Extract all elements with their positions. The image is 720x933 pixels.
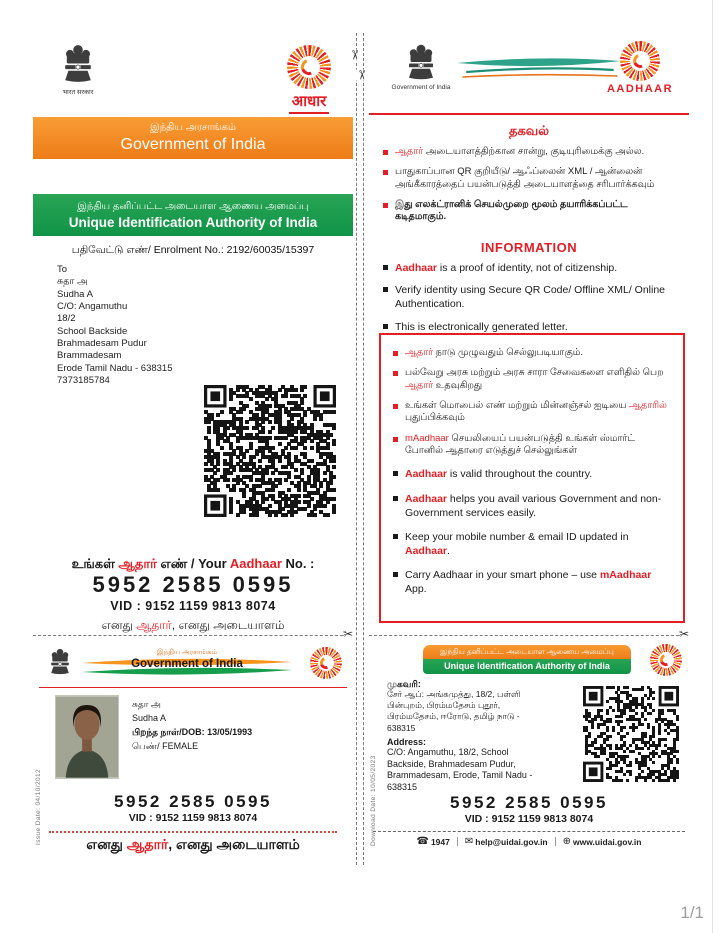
card-aadhaar-number: 5952 2585 0595 (450, 793, 608, 812)
bullet-item (393, 568, 673, 596)
recipient-address (57, 264, 172, 387)
bullet-marker-icon (383, 203, 388, 208)
issue-date: Issue Date: 04/10/2012 (35, 768, 42, 845)
text-segment: Verify identity using Secure QR Code/ Offline XML/ Online Authentication. (395, 284, 666, 311)
bullet-item (383, 166, 681, 191)
text-segment: உங்கள் (71, 556, 119, 571)
card-back-header (423, 645, 631, 674)
text-segment: பாதுகாப்பான QR குறியீடு/ ஆஃப்லைன் XML / ஆன்லைன் அங்கீகாரத்தைப் பயன்படுத்தி அடையாளத்தை சரிபார்க்கவும் (395, 166, 655, 190)
text-segment: Aadhaar (395, 262, 438, 274)
india-emblem-icon (406, 41, 436, 83)
bullet-marker-icon (393, 471, 398, 476)
text-segment: ஆதார் (405, 379, 434, 391)
text-segment: App. (405, 583, 427, 596)
info-bullets-tamil (383, 146, 681, 232)
bullet-item (393, 400, 673, 425)
bullet-item (383, 146, 681, 158)
address-line: To (57, 264, 68, 275)
bullet-text (395, 199, 681, 224)
bullet-marker-icon (383, 324, 388, 329)
address-line: School Backside (57, 325, 128, 337)
bullet-item (393, 492, 673, 520)
scissors-icon: ✂ (342, 627, 353, 641)
box-bullets-english (393, 467, 673, 596)
government-band-tamil: இந்திய அரசாங்கம் (150, 122, 236, 133)
india-emblem-icon (49, 646, 71, 677)
card-gov-tamil: இந்திய அரசாங்கம் (156, 649, 218, 656)
bullet-text (405, 467, 673, 481)
vid-number: VID : 9152 1159 9813 8074 (110, 599, 276, 613)
scissors-icon: ✂ (347, 49, 363, 61)
card-vid-number: VID : 9152 1159 9813 8074 (464, 813, 594, 825)
aadhaar-number-label (33, 556, 353, 573)
photo-portrait (56, 696, 118, 778)
bullet-marker-icon (393, 371, 398, 376)
bullet-marker-icon (393, 351, 398, 356)
aadhaar-logo (601, 41, 679, 95)
bullet-marker-icon (393, 572, 398, 577)
bullet-marker-icon (393, 496, 398, 501)
bullet-text (405, 492, 673, 520)
address-line: C/O: Angamuthu (57, 301, 128, 313)
uidai-band-english: Unique Identification Authority of India (68, 214, 318, 230)
aadhaar-tagline (33, 618, 353, 634)
info-bullets-english (383, 261, 683, 342)
gender: பெண்/ FEMALE (132, 740, 199, 751)
footer-separator (457, 837, 458, 846)
text-segment: Carry Aadhaar in your smart phone – use (405, 569, 600, 582)
bullet-text (405, 347, 673, 359)
box-bullets-tamil (393, 347, 673, 457)
aadhaar-number: 5952 2585 0595 (92, 572, 294, 597)
address-line: Sudha A (57, 288, 93, 300)
government-band (33, 117, 353, 159)
india-emblem-small (47, 646, 73, 677)
helpline (416, 836, 449, 847)
info-heading-english: INFORMATION (480, 240, 578, 255)
uidai-website (563, 836, 642, 847)
address-tamil: சேர் ஆப்: அங்கமுத்து, 18/2, பள்ளி பின்புறம், பிரம்மதேசம் புதூர், பிரம்மதேசம், ஈரோடு, தமிழ் நாடு - 638315 (387, 689, 521, 733)
teal-streak-icon (455, 53, 623, 83)
uidai-band-english: Unique Identification Authority of India (423, 659, 631, 674)
page-indicator: 1/1 (680, 903, 704, 922)
bullet-marker-icon (393, 437, 398, 442)
bullet-marker-icon (393, 534, 398, 539)
aadhaar-sun-icon (310, 647, 342, 679)
name-tamil: சுதா அ (132, 699, 161, 709)
card-gov-english: Government of India (131, 658, 243, 670)
aadhaar-letter-panel (33, 33, 353, 863)
text-segment: , எனது அடையாளம் (171, 618, 285, 632)
aadhaar-logo (273, 45, 345, 114)
uidai-band (33, 194, 353, 236)
cardholder-photo (55, 695, 119, 779)
teal-streak (455, 53, 623, 83)
bullet-item (393, 467, 673, 481)
qr-code (204, 385, 336, 517)
footer-separator (555, 837, 556, 846)
red-divider (369, 113, 689, 115)
bullet-marker-icon (383, 150, 388, 155)
aadhaar-logo-text: AADHAAR (606, 83, 674, 95)
address-english: C/O: Angamuthu, 18/2, School Backside, Brahmadesam Pudur, Brammadesam, Erode, Tamil Nadu - 638315 (387, 747, 533, 793)
address-label-tamil: முகவரி: (387, 679, 421, 689)
text-segment: ஆதார் (126, 836, 169, 852)
address-line: 18/2 (57, 313, 76, 325)
download-date: Download Date: 10/05/2023 (370, 755, 377, 846)
address-line: 7373185784 (57, 375, 110, 387)
text-segment: Aadhaar (229, 556, 282, 571)
text-segment: ஆதார் (395, 146, 424, 157)
text-segment: செயலியைப் பயன்படுத்தி உங்கள் ஸ்மார்ட் போனில் ஆதாரை எடுத்துச் செல்லுங்கள் (405, 432, 635, 457)
bullet-text (395, 166, 681, 191)
text-segment: No. : (281, 556, 315, 571)
globe-icon: ⊕ (562, 836, 572, 847)
india-emblem (53, 41, 103, 96)
cut-line-horizontal (33, 627, 353, 641)
cut-line-vertical (347, 33, 363, 865)
bullet-text (395, 283, 683, 311)
aadhaar-logo-text: आधार (289, 91, 330, 114)
bullet-item (393, 530, 673, 558)
scissors-icon: ✂ (354, 69, 370, 81)
phone-icon: ☎ (416, 836, 429, 847)
text-segment: புதுப்பிக்கவும் (405, 412, 465, 424)
cut-line-horizontal (369, 627, 689, 641)
uidai-band-tamil: இந்திய தனிப்பட்ட அடையாள ஆணைய அமைப்பு (77, 200, 309, 212)
bullet-item (393, 347, 673, 359)
uidai-contact-footer (371, 836, 687, 847)
text-segment: ஆதாரில் (629, 400, 667, 412)
help-email (465, 836, 548, 847)
name-english: Sudha A (132, 712, 167, 723)
bullet-marker-icon (383, 265, 388, 270)
bullet-text (395, 261, 683, 275)
red-dotted-divider (49, 831, 337, 833)
bullet-text (395, 320, 683, 334)
text-segment: Aadhaar (405, 492, 448, 505)
address-line: Brahmadesam Pudur (57, 338, 147, 350)
card-vid-number: VID : 9152 1159 9813 8074 (128, 812, 258, 824)
text-segment: உங்கள் மொபைல் எண் மற்றும் மின்னஞ்சல் ஐடியை (405, 400, 630, 412)
text-segment: ஆதார் (136, 618, 172, 632)
address-line: Brammadesam (57, 350, 122, 362)
bullet-text (395, 146, 681, 158)
aadhaar-card-front (37, 642, 349, 863)
email-icon: ✉ (464, 836, 474, 847)
qr-code (583, 686, 679, 782)
cardholder-details (132, 698, 252, 754)
text-segment: எனது (86, 836, 127, 852)
address-label-english: Address: (387, 737, 427, 747)
date-of-birth: பிறந்த நாள்/DOB: 13/05/1993 (132, 726, 253, 737)
aadhaar-sun-icon (650, 644, 682, 676)
bullet-item (383, 199, 681, 224)
emblem-caption: Government of India (391, 84, 451, 91)
text-segment: இது எலக்ட்ரானிக் செயல்முறை மூலம் தயாரிக்கப்பட்ட கடிதமாகும். (395, 199, 628, 223)
information-panel (369, 33, 689, 863)
bullet-item (383, 320, 683, 334)
scissors-icon: ✂ (678, 627, 689, 641)
india-emblem-icon (62, 41, 94, 86)
bullet-item (393, 367, 673, 392)
bullet-text (405, 400, 673, 425)
uidai-band-tamil: இந்திய தனிப்பட்ட அடையாள ஆணைய அமைப்பு (423, 645, 631, 659)
text-segment: Aadhaar (405, 468, 448, 481)
highlight-box (379, 333, 685, 623)
text-segment: is a proof of identity, not of citizenship. (437, 262, 618, 274)
cut-line-vertical (354, 33, 370, 865)
card-government-title (79, 648, 295, 670)
text-segment: எண் / Your (156, 556, 230, 571)
red-divider (39, 687, 347, 688)
india-emblem (391, 41, 451, 91)
address-line: சுதா அ (57, 276, 88, 288)
text-segment: This is electronically generated letter. (395, 320, 568, 333)
helpline-number: 1947 (430, 836, 450, 847)
text-segment: Keep your mobile number & email ID updated in (405, 530, 629, 543)
text-segment: ஆதார் (118, 556, 157, 571)
bullet-item (393, 433, 673, 458)
card-aadhaar-number: 5952 2585 0595 (114, 792, 272, 811)
text-segment: உதவுகிறது (433, 379, 483, 391)
bullet-text (405, 568, 673, 596)
bullet-marker-icon (383, 170, 388, 175)
uidai-website-text: www.uidai.gov.in (573, 836, 642, 847)
bullet-marker-icon (383, 287, 388, 292)
emblem-caption: भारत सरकार (62, 89, 94, 96)
bullet-text (405, 367, 673, 392)
text-segment: helps you avail various Government and non-Government services easily. (405, 492, 662, 519)
dashed-divider (373, 831, 685, 832)
text-segment: நாடு முழுவதும் செல்லுபடியாகும். (433, 347, 584, 358)
enrolment-number: பதிவேட்டு எண்/ Enrolment No.: 2192/60035/15397 (71, 244, 315, 256)
text-segment: . (447, 545, 450, 558)
bullet-marker-icon (393, 404, 398, 409)
text-segment: is valid throughout the country. (447, 468, 593, 481)
aadhaar-card-back (371, 642, 687, 863)
text-segment: அடையாளத்திற்கான சான்று, குடியுரிமைக்கு அல்ல. (423, 146, 645, 157)
text-segment: , எனது அடையாளம் (168, 836, 300, 852)
text-segment: ஆதார் (405, 347, 434, 358)
text-segment: mAadhaar (405, 432, 449, 444)
bullet-item (383, 283, 683, 311)
help-email-text: help@uidai.gov.in (475, 836, 548, 847)
card-tagline (37, 836, 349, 855)
aadhaar-sun-icon (620, 41, 660, 81)
text-segment: எனது (101, 618, 137, 632)
bullet-text (405, 433, 673, 458)
government-band-english: Government of India (120, 136, 266, 153)
bullet-text (405, 530, 673, 558)
text-segment: Aadhaar (405, 545, 448, 558)
text-segment: பல்வேறு அரசு மற்றும் அரசு சாரா சேவைகளை எளிதில் பெற (405, 367, 664, 379)
aadhaar-sun-icon (287, 45, 331, 89)
bullet-item (383, 261, 683, 275)
address-line: Erode Tamil Nadu - 638315 (57, 362, 173, 374)
text-segment: mAadhaar (599, 569, 652, 582)
info-heading-tamil: தகவல் (508, 123, 549, 138)
